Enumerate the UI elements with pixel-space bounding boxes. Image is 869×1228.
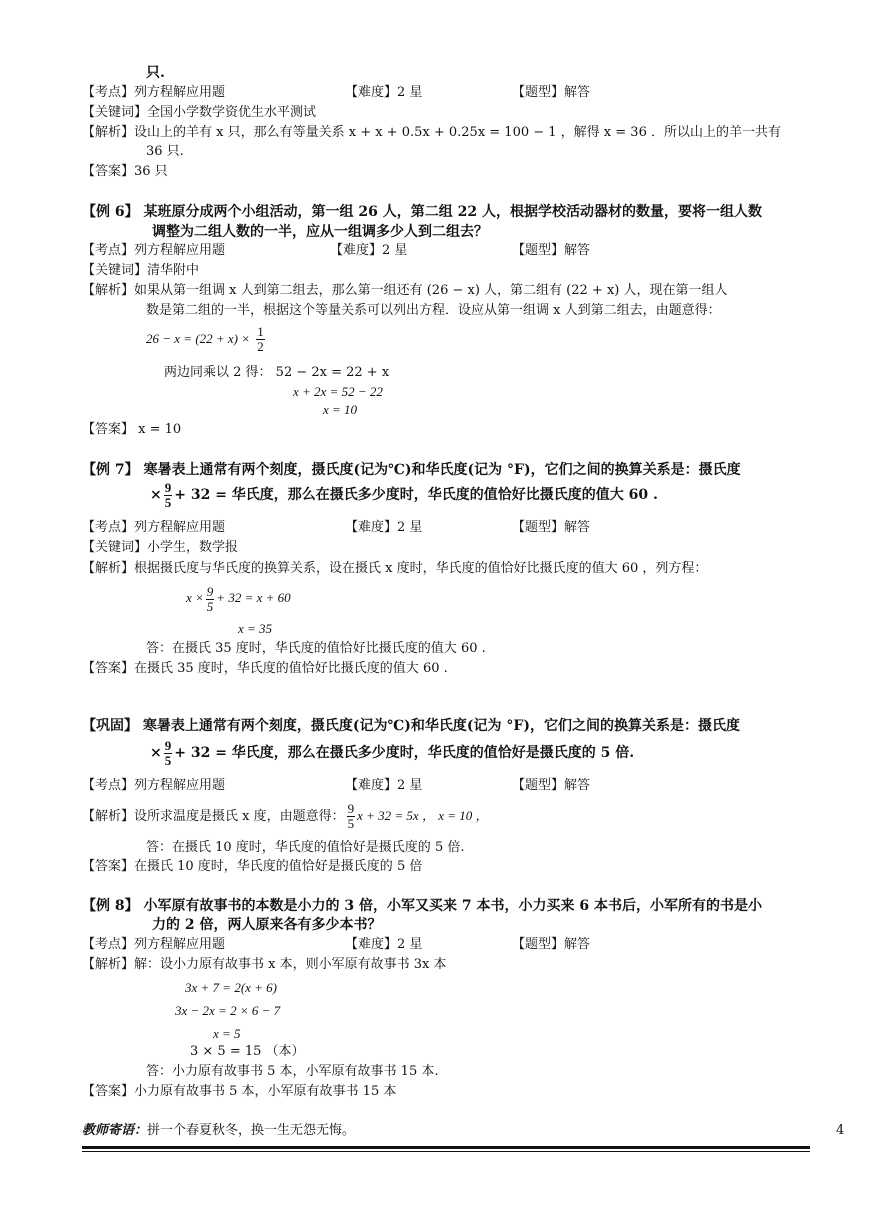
ex8-title-line1: 【例 8】 小军原有故事书的本数是小力的 3 倍，小军又买来 7 本书，小力买来 6 本书后，小军所有的书是小: [82, 898, 762, 914]
ex7-title-num: 9: [164, 479, 172, 495]
ex7-equation-2: x = 35: [238, 621, 273, 636]
gonggu-title-rest: + 32 = 华氏度，那么在摄氏多少度时，华氏度的值恰好是摄氏度的 5 倍.: [174, 745, 635, 761]
ex8-answer: 【答案】小力原有故事书 5 本，小军原有故事书 15 本: [82, 1084, 397, 1099]
ex7-reply: 答：在摄氏 35 度时，华氏度的值恰好比摄氏度的值大 60 .: [146, 641, 486, 656]
ex7-tixing: 【题型】解答: [512, 520, 591, 535]
ex8-equation-2: 3x − 2x = 2 × 6 − 7: [175, 1003, 281, 1018]
ex6-eq1-den: 2: [257, 339, 264, 354]
ex6-answer: 【答案】 x = 10: [82, 422, 182, 437]
ex7-keywords: 【关键词】小学生，数学报: [82, 540, 239, 555]
footer-rule-thin: [82, 1151, 810, 1152]
ex8-reply: 答：小力原有故事书 5 本，小军原有故事书 15 本.: [146, 1064, 439, 1079]
ex7-equation-1: [186, 582, 291, 614]
ex7-title-line1: 【例 7】 寒暑表上通常有两个刻度，摄氏度(记为℃)和华氏度(记为 °F)，它们之间的换算关系是：摄氏度: [82, 462, 741, 478]
ex8-equation-1: 3x + 7 = 2(x + 6): [185, 980, 278, 995]
prev-analysis-line1: 【解析】设山上的羊有 x 只，那么有等量关系 x + x + 0.5x + 0.25x = 100 − 1 ，解得 x = 36 ．所以山上的羊一共有: [82, 125, 781, 140]
ex8-analysis: 【解析】解：设小力原有故事书 x 本，则小军原有故事书 3x 本: [82, 957, 447, 972]
ex8-title-line2: 力的 2 倍，两人原来各有多少本书？: [152, 917, 382, 933]
gonggu-title-num: 9: [164, 737, 172, 753]
gonggu-analysis-den: 5: [347, 816, 355, 831]
ex6-kaodian: 【考点】列方程解应用题: [82, 243, 226, 258]
gonggu-title-line2: [150, 737, 634, 769]
gonggu-analysis-pre: 【解析】设所求温度是摄氏 x 度，由题意得：: [82, 809, 345, 824]
gonggu-reply: 答：在摄氏 10 度时，华氏度的值恰好是摄氏度的 5 倍.: [146, 840, 465, 855]
footer-rule-thick: [82, 1146, 810, 1149]
ex7-eq1-num: 9: [206, 583, 214, 599]
prev-nandu: 【难度】2 星: [345, 85, 423, 100]
ex7-answer: 【答案】在摄氏 35 度时，华氏度的值恰好比摄氏度的值大 60 .: [82, 661, 448, 676]
gonggu-analysis-post: x + 32 = 5x ， x = 10 ，: [357, 808, 489, 823]
ex6-nandu: 【难度】2 星: [330, 243, 408, 258]
ex7-eq1-pre: x ×: [186, 590, 204, 605]
ex8-tixing: 【题型】解答: [512, 937, 591, 952]
ex7-title-times: ×: [150, 487, 162, 503]
footer-label: 教师寄语：: [82, 1123, 148, 1138]
ex6-analysis-line2: 数是第二组的一半，根据这个等量关系可以列出方程．设应从第一组调 x 人到第二组去，由题意得：: [146, 303, 721, 318]
ex6-eq1-num: 1: [257, 324, 264, 339]
gonggu-title-den: 5: [164, 752, 172, 768]
ex8-equation-3: x = 5: [213, 1026, 241, 1041]
prev-keywords: 【关键词】全国小学数学资优生水平测试: [82, 105, 317, 120]
ex7-title-rest: + 32 = 华氏度，那么在摄氏多少度时，华氏度的值恰好比摄氏度的值大 60 .: [174, 487, 658, 503]
ex8-kaodian: 【考点】列方程解应用题: [82, 937, 226, 952]
ex7-eq1-fraction: [206, 585, 215, 614]
ex6-keywords: 【关键词】清华附中: [82, 263, 200, 278]
ex7-eq1-den: 5: [206, 598, 214, 614]
prev-kaodian: 【考点】列方程解应用题: [82, 85, 226, 100]
ex6-equation-4: x = 10: [323, 402, 358, 417]
gonggu-analysis-num: 9: [347, 801, 355, 816]
ex6-equation-3: x + 2x = 52 − 22: [293, 384, 383, 399]
gonggu-kaodian: 【考点】列方程解应用题: [82, 778, 226, 793]
gonggu-title-fraction: [164, 739, 173, 768]
gonggu-tixing: 【题型】解答: [512, 778, 591, 793]
prev-analysis-line2: 36 只.: [146, 144, 184, 159]
footer-text: 拼一个春夏秋冬，换一生无怨无悔。: [147, 1123, 356, 1138]
ex6-equation-1: [146, 324, 267, 355]
ex7-analysis: 【解析】根据摄氏度与华氏度的换算关系，设在摄氏 x 度时，华氏度的值恰好比摄氏度的值大 60 ，列方程：: [82, 561, 708, 576]
page-number: 4: [836, 1123, 845, 1138]
ex6-title-line1: 【例 6】 某班原分成两个小组活动，第一组 26 人，第二组 22 人，根据学校活动器材的数量，要将一组人数: [82, 204, 762, 220]
ex7-title-fraction: [164, 481, 173, 510]
prev-answer: 【答案】36 只: [82, 164, 168, 179]
ex7-nandu: 【难度】2 星: [345, 520, 423, 535]
prev-tixing: 【题型】解答: [512, 85, 591, 100]
ex6-equation-2: 两边同乘以 2 得： 52 − 2x = 22 + x: [164, 365, 390, 380]
ex7-title-den: 5: [164, 494, 172, 510]
gonggu-title-line1: 【巩固】 寒暑表上通常有两个刻度，摄氏度(记为℃)和华氏度(记为 °F)，它们之间的换算关系是：摄氏度: [82, 718, 740, 734]
ex6-analysis-line1: 【解析】如果从第一组调 x 人到第二组去，那么第一组还有 (26 − x) 人，第二组有 (22 + x) 人，现在第一组人: [82, 283, 728, 298]
gonggu-nandu: 【难度】2 星: [345, 778, 423, 793]
ex6-tixing: 【题型】解答: [512, 243, 591, 258]
prev-tail: 只.: [146, 65, 165, 81]
ex6-eq1-fraction: [256, 325, 265, 354]
ex8-nandu: 【难度】2 星: [345, 937, 423, 952]
gonggu-answer: 【答案】在摄氏 10 度时，华氏度的值恰好是摄氏度的 5 倍: [82, 859, 423, 874]
gonggu-analysis: [82, 800, 489, 833]
ex6-title-line2: 调整为二组人数的一半，应从一组调多少人到二组去？: [152, 224, 488, 240]
gonggu-title-times: ×: [150, 745, 162, 761]
ex7-kaodian: 【考点】列方程解应用题: [82, 520, 226, 535]
footer-motto: [82, 1122, 355, 1140]
ex7-title-line2: [150, 479, 658, 511]
gonggu-analysis-fraction: [347, 802, 356, 831]
ex7-eq1-post: + 32 = x + 60: [216, 590, 291, 605]
ex8-equation-4: 3 × 5 = 15 （本）: [190, 1044, 305, 1059]
ex6-eq1-left: 26 − x = (22 + x) ×: [146, 331, 251, 346]
